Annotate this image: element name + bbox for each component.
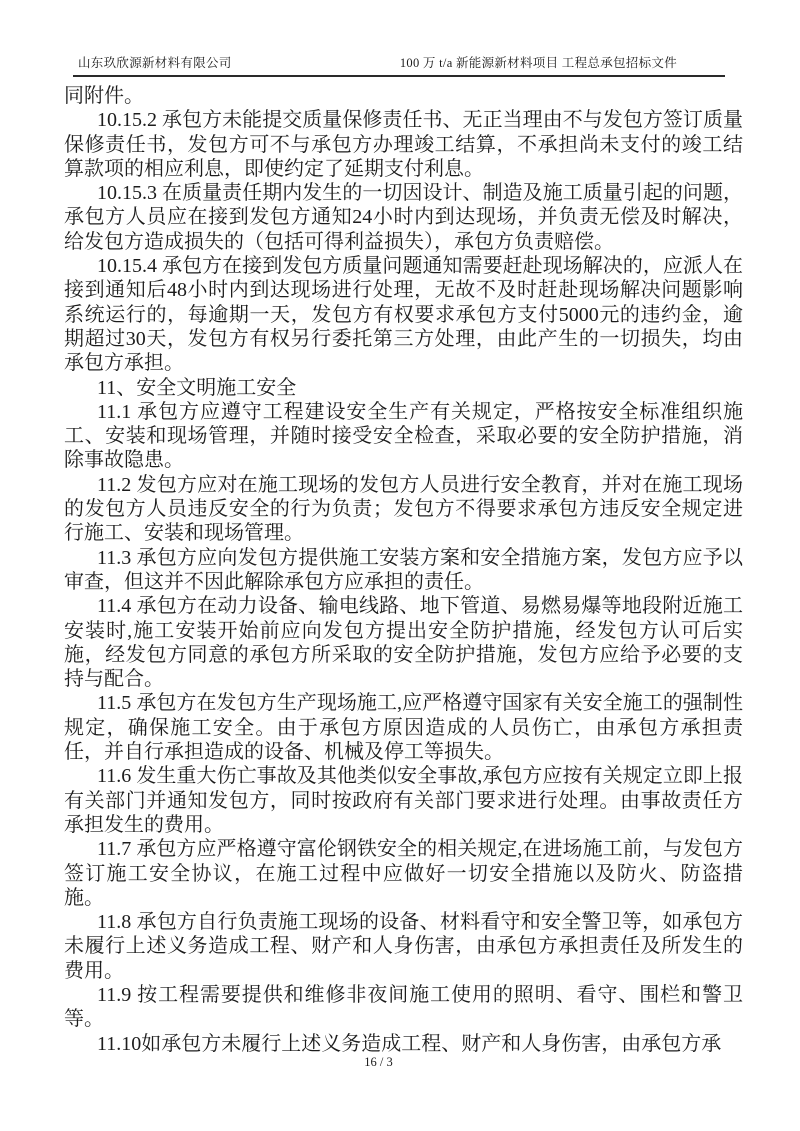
header-divider-line <box>73 75 725 77</box>
paragraph: 11.2 发包方应对在施工现场的发包方人员进行安全教育，并对在施工现场的发包方人员违反安全的行为负责；发包方不得要求承包方违反安全规定进行施工、安装和现场管理。 <box>64 473 743 545</box>
paragraph: 11.4 承包方在动力设备、输电线路、地下管道、易燃易爆等地段附近施工安装时,施工安装开始前应向发包方提出安全防护措施，经发包方认可后实施，经发包方同意的承包方所采取的安全防护措施，发包方应给予必要的支持与配合。 <box>64 595 743 691</box>
paragraph: 11.9 按工程需要提供和维修非夜间施工使用的照明、看守、围栏和警卫等。 <box>64 983 743 1031</box>
paragraph: 11.7 承包方应严格遵守富伦钢铁安全的相关规定,在进场施工前，与发包方签订施工安全协议，在施工过程中应做好一切安全措施以及防火、防盗措施。 <box>64 838 743 909</box>
document-body <box>64 84 743 1056</box>
paragraph: 11.6 发生重大伤亡事故及其他类似安全事故,承包方应按有关规定立即上报有关部门并通知发包方，同时按政府有关部门要求进行处理。由事故责任方承担发生的费用。 <box>64 765 743 836</box>
paragraph: 10.15.2 承包方未能提交质量保修责任书、无正当理由不与发包方签订质量保修责任书，发包方可不与承包方办理竣工结算，不承担尚未支付的竣工结算款项的相应利息，即使约定了延期支付利息。 <box>64 109 743 180</box>
page-header <box>78 53 677 71</box>
paragraph: 11.5 承包方在发包方生产现场施工,应严格遵守国家有关安全施工的强制性规定，确保施工安全。由于承包方原因造成的人员伤亡，由承包方承担责任，并自行承担造成的设备、机械及停工等损失。 <box>64 692 743 764</box>
page-number: 16 / 3 <box>364 1055 393 1069</box>
paragraph: 10.15.3 在质量责任期内发生的一切因设计、制造及施工质量引起的问题，承包方人员应在接到发包方通知24小时内到达现场，并负责无偿及时解决，给发包方造成损失的（包括可得利益损失），承包方负责赔偿。 <box>64 182 743 253</box>
paragraph: 11.10如承包方未履行上述义务造成工程、财产和人身伤害，由承包方承 <box>97 1032 722 1055</box>
header-project-title: 100 万 t/a 新能源新材料项目 工程总承包招标文件 <box>399 56 677 70</box>
header-company-name: 山东玖欣源新材料有限公司 <box>78 56 232 70</box>
paragraph: 11.8 承包方自行负责施工现场的设备、材料看守和安全警卫等，如承包方未履行上述义务造成工程、财产和人身伤害，由承包方承担责任及所发生的费用。 <box>64 911 743 982</box>
paragraph: 11、安全文明施工安全 <box>97 376 297 399</box>
paragraph: 10.15.4 承包方在接到发包方质量问题通知需要赶赴现场解决的，应派人在接到通知后48小时内到达现场进行处理，无故不及时赶赴现场解决问题影响系统运行的，每逾期一天，发包方有权要求承包方支付5000元的违约金，逾期超过30天，发包方有权另行委托第三方处理，由此产生的一切损失，均由承包方承担。 <box>64 255 743 375</box>
paragraph: 11.1 承包方应遵守工程建设安全生产有关规定，严格按安全标准组织施工、安装和现场管理，并随时接受安全检查，采取必要的安全防护措施，消除事故隐患。 <box>64 400 743 472</box>
page-footer <box>0 1055 757 1070</box>
paragraph: 11.3 承包方应向发包方提供施工安装方案和安全措施方案，发包方应予以审查，但这并不因此解除承包方应承担的责任。 <box>64 546 743 593</box>
paragraph: 同附件。 <box>64 85 144 107</box>
